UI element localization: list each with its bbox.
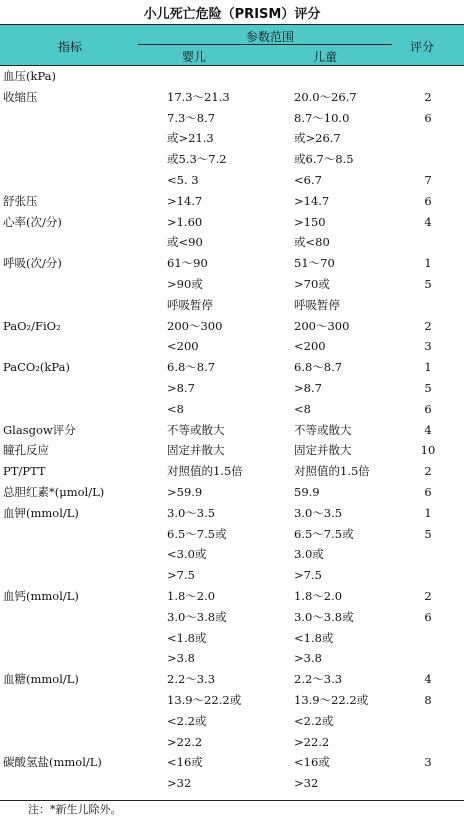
row-indicator: PaO₂/FiO₂ bbox=[3, 318, 61, 333]
row-indicator: 瞳孔反应 bbox=[3, 443, 49, 458]
row-indicator: 呼吸(次/分) bbox=[3, 256, 62, 271]
row-infant-range: 13.9～22.2或 bbox=[167, 693, 242, 707]
header-parameter-range: 参数范围 bbox=[245, 30, 294, 44]
row-score: 4 bbox=[424, 672, 432, 687]
row-score: 5 bbox=[424, 277, 432, 291]
table-row bbox=[0, 274, 464, 294]
row-child-range: <8 bbox=[294, 401, 311, 416]
row-child-range: 对照值的1.5倍 bbox=[294, 464, 370, 479]
row-score: 1 bbox=[424, 360, 432, 375]
row-child-range: 或>26.7 bbox=[294, 131, 341, 146]
row-infant-range: 61～90 bbox=[167, 256, 208, 271]
table-row bbox=[0, 253, 464, 273]
row-score: 4 bbox=[424, 422, 432, 437]
row-score: 2 bbox=[424, 589, 432, 603]
row-indicator: PT/PTT bbox=[3, 464, 46, 479]
row-infant-range: 或<90 bbox=[167, 235, 203, 250]
row-indicator: 总胆红素*(μmol/L) bbox=[3, 485, 105, 499]
row-infant-range: 17.3～21.3 bbox=[167, 89, 230, 104]
row-child-range: 59.9 bbox=[294, 485, 320, 499]
row-infant-range: 不等或散大 bbox=[167, 422, 225, 437]
row-indicator: 血钾(mmol/L) bbox=[3, 505, 79, 520]
row-child-range: >7.5 bbox=[294, 568, 322, 583]
row-infant-range: >22.2 bbox=[167, 734, 203, 749]
row-infant-range: 3.0～3.5 bbox=[167, 505, 216, 520]
row-infant-range: <3.0或 bbox=[167, 547, 207, 562]
row-child-range: 3.0～3.8或 bbox=[294, 609, 354, 624]
table-title: 小儿死亡危险（PRISM）评分 bbox=[143, 7, 321, 22]
row-infant-range: 6.8～8.7 bbox=[167, 360, 216, 375]
table-row bbox=[0, 669, 464, 689]
table-row bbox=[0, 690, 464, 710]
table-row bbox=[0, 461, 464, 481]
table-row bbox=[0, 191, 464, 211]
row-score: 6 bbox=[424, 401, 432, 416]
row-score: 10 bbox=[420, 443, 436, 458]
table-header bbox=[0, 24, 464, 66]
table-row bbox=[0, 87, 464, 107]
table-row bbox=[0, 316, 464, 336]
row-infant-range: 固定并散大 bbox=[167, 443, 225, 458]
row-infant-range: 3.0～3.8或 bbox=[167, 609, 227, 624]
row-indicator: 舒张压 bbox=[3, 193, 38, 208]
table-row bbox=[0, 732, 464, 752]
table-row bbox=[0, 711, 464, 731]
row-infant-range: 1.8～2.0 bbox=[167, 589, 216, 603]
row-child-range: >22.2 bbox=[294, 734, 330, 749]
table-row bbox=[0, 773, 464, 793]
row-infant-range: 或>21.3 bbox=[167, 131, 214, 146]
row-child-range: 固定并散大 bbox=[294, 443, 352, 458]
row-child-range: 不等或散大 bbox=[294, 422, 352, 437]
row-infant-range: <16或 bbox=[167, 755, 203, 770]
row-infant-range: 呼吸暂停 bbox=[167, 297, 213, 312]
row-indicator: 碳酸氢盐(mmol/L) bbox=[3, 755, 102, 770]
row-infant-range: 2.2～3.3 bbox=[167, 672, 216, 687]
row-child-range: 1.8～2.0 bbox=[294, 589, 343, 603]
row-child-range: >150 bbox=[294, 214, 326, 229]
row-child-range: <200 bbox=[294, 339, 326, 354]
table-row bbox=[0, 524, 464, 544]
row-child-range: <6.7 bbox=[294, 173, 322, 187]
row-child-range: 20.0～26.7 bbox=[294, 89, 357, 104]
row-score: 2 bbox=[424, 89, 432, 104]
table-row bbox=[0, 378, 464, 398]
row-score: 6 bbox=[424, 193, 432, 208]
row-indicator: 收缩压 bbox=[3, 89, 38, 104]
row-indicator: PaCO₂(kPa) bbox=[3, 360, 70, 375]
table-row bbox=[0, 128, 464, 148]
row-infant-range: <8 bbox=[167, 401, 184, 416]
row-score: 5 bbox=[424, 381, 432, 395]
row-child-range: <2.2或 bbox=[294, 713, 334, 728]
table-row bbox=[0, 66, 464, 86]
table-row bbox=[0, 648, 464, 668]
table-row bbox=[0, 149, 464, 169]
row-child-range: >32 bbox=[294, 776, 319, 791]
row-infant-range: >32 bbox=[167, 776, 192, 791]
table-row bbox=[0, 628, 464, 648]
table-row bbox=[0, 357, 464, 377]
row-child-range: <1.8或 bbox=[294, 630, 334, 645]
table-row bbox=[0, 399, 464, 419]
row-score: 2 bbox=[424, 464, 432, 479]
row-infant-range: 7.3～8.7 bbox=[167, 110, 216, 125]
row-indicator: 血压(kPa) bbox=[3, 69, 57, 83]
table-row bbox=[0, 544, 464, 564]
row-infant-range: >3.8 bbox=[167, 651, 195, 666]
table-row bbox=[0, 565, 464, 585]
row-infant-range: 6.5～7.5或 bbox=[167, 526, 227, 541]
row-child-range: 或6.7～8.5 bbox=[294, 152, 354, 167]
row-infant-range: <200 bbox=[167, 339, 199, 354]
row-score: 7 bbox=[424, 173, 432, 187]
row-child-range: 6.5～7.5或 bbox=[294, 526, 354, 541]
table-row bbox=[0, 170, 464, 190]
row-score: 6 bbox=[424, 485, 432, 499]
row-child-range: 2.2～3.3 bbox=[294, 672, 343, 687]
row-score: 8 bbox=[424, 693, 432, 707]
row-score: 2 bbox=[424, 318, 432, 333]
table-row bbox=[0, 607, 464, 627]
row-infant-range: <1.8或 bbox=[167, 630, 207, 645]
row-infant-range: >1.60 bbox=[167, 214, 203, 229]
row-child-range: >14.7 bbox=[294, 193, 330, 208]
row-score: 4 bbox=[424, 214, 432, 229]
row-infant-range: <5. 3 bbox=[167, 173, 199, 187]
row-infant-range: >90或 bbox=[167, 277, 203, 291]
row-indicator: 血钙(mmol/L) bbox=[3, 589, 79, 603]
row-child-range: >3.8 bbox=[294, 651, 322, 666]
table-row bbox=[0, 108, 464, 128]
row-child-range: 200～300 bbox=[294, 318, 350, 333]
row-child-range: 8.7～10.0 bbox=[294, 110, 350, 125]
row-score: 3 bbox=[424, 755, 432, 770]
row-infant-range: 对照值的1.5倍 bbox=[167, 464, 243, 479]
table-row bbox=[0, 503, 464, 523]
table-footnote: 注：*新生儿除外。 bbox=[28, 803, 122, 816]
row-infant-range: >14.7 bbox=[167, 193, 203, 208]
row-infant-range: >7.5 bbox=[167, 568, 195, 583]
table-row bbox=[0, 212, 464, 232]
row-indicator: Glasgow评分 bbox=[3, 422, 76, 437]
table-row bbox=[0, 752, 464, 772]
row-infant-range: <2.2或 bbox=[167, 713, 207, 728]
table-row bbox=[0, 336, 464, 356]
row-child-range: >8.7 bbox=[294, 381, 322, 395]
row-child-range: 3.0或 bbox=[294, 547, 324, 562]
row-score: 1 bbox=[424, 505, 432, 520]
row-score: 6 bbox=[424, 110, 432, 125]
header-infant: 婴儿 bbox=[182, 50, 207, 64]
table-row bbox=[0, 232, 464, 252]
row-child-range: 51～70 bbox=[294, 256, 335, 271]
table-row bbox=[0, 482, 464, 502]
row-score: 6 bbox=[424, 609, 432, 624]
row-infant-range: >8.7 bbox=[167, 381, 195, 395]
row-child-range: 3.0～3.5 bbox=[294, 505, 343, 520]
row-indicator: 血糖(mmol/L) bbox=[3, 672, 79, 687]
table-row bbox=[0, 295, 464, 315]
table-row bbox=[0, 586, 464, 606]
row-child-range: 呼吸暂停 bbox=[294, 297, 340, 312]
table-bottom-rule bbox=[0, 800, 464, 801]
row-child-range: 6.8～8.7 bbox=[294, 360, 343, 375]
row-child-range: <16或 bbox=[294, 755, 330, 770]
table-row bbox=[0, 420, 464, 440]
header-score: 评分 bbox=[410, 40, 435, 54]
row-indicator: 心率(次/分) bbox=[3, 214, 62, 229]
row-score: 3 bbox=[424, 339, 432, 354]
row-child-range: >70或 bbox=[294, 277, 330, 291]
table-row bbox=[0, 440, 464, 460]
row-infant-range: 200～300 bbox=[167, 318, 223, 333]
row-score: 5 bbox=[424, 526, 432, 541]
header-child: 儿童 bbox=[313, 50, 338, 64]
row-infant-range: 或5.3～7.2 bbox=[167, 152, 227, 167]
row-score: 1 bbox=[424, 256, 432, 271]
row-infant-range: >59.9 bbox=[167, 485, 203, 499]
row-child-range: 或<80 bbox=[294, 235, 330, 250]
row-child-range: 13.9～22.2或 bbox=[294, 693, 369, 707]
header-indicator: 指标 bbox=[58, 40, 83, 54]
header-divider bbox=[138, 44, 392, 45]
